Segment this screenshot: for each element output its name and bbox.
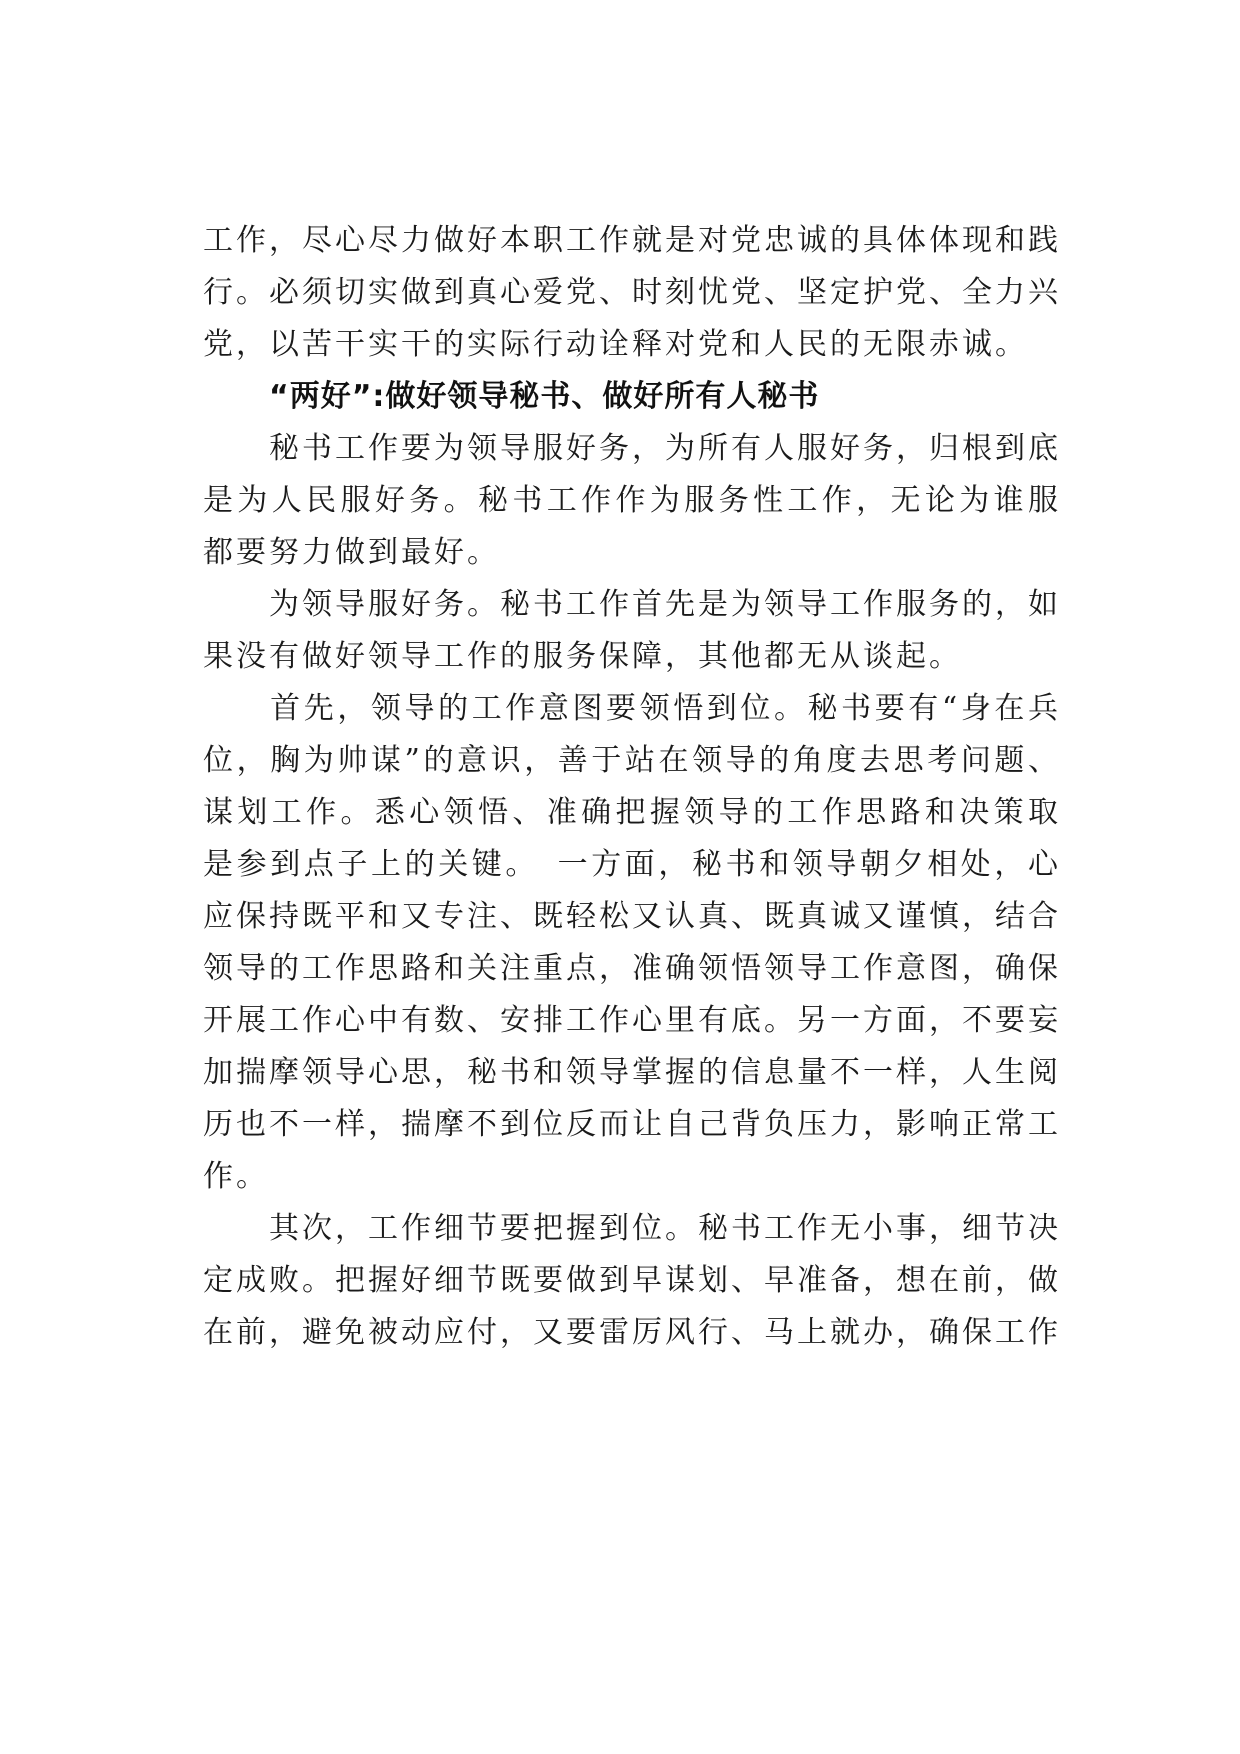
text-line: 秘书工作要为领导服好务，为所有人服好务，归根到底 <box>203 431 1061 466</box>
text-line: 历也不一样，揣摩不到位反而让自己背负压力，影响正常工 <box>203 1107 1061 1142</box>
text-line: 都要努力做到最好。 <box>203 535 500 570</box>
text-line: 为领导服好务。秘书工作首先是为领导工作服务的，如 <box>203 587 1061 622</box>
document-body <box>203 222 1061 1366</box>
text-line: 应保持既平和又专注、既轻松又认真、既真诚又谨慎，结合 <box>203 899 1061 934</box>
text-line: 其次，工作细节要把握到位。秘书工作无小事，细节决 <box>203 1211 1061 1246</box>
text-line: 加揣摩领导心思，秘书和领导掌握的信息量不一样，人生阅 <box>203 1055 1061 1090</box>
text-line: 开展工作心中有数、安排工作心里有底。另一方面，不要妄 <box>203 1003 1061 1038</box>
text-line: 行。必须切实做到真心爱党、时刻忧党、坚定护党、全力兴 <box>203 275 1061 310</box>
text-line: 是为人民服好务。秘书工作作为服务性工作，无论为谁服 <box>203 483 1061 518</box>
paragraph-party-loyalty <box>203 222 1061 364</box>
paragraph-serve-well <box>203 430 1061 572</box>
text-line: 工作，尽心尽力做好本职工作就是对党忠诚的具体体现和践 <box>203 223 1061 258</box>
text-line: 位，胸为帅谋”的意识，善于站在领导的角度去思考问题、 <box>203 743 1061 778</box>
text-line: 领导的工作思路和关注重点，准确领悟领导工作意图，确保 <box>203 951 1061 986</box>
section-heading: “两好”:做好领导秘书、做好所有人秘书 <box>269 379 820 414</box>
text-line: 首先，领导的工作意图要领悟到位。秘书要有“身在兵 <box>203 691 1061 726</box>
text-line: 定成败。把握好细节既要做到早谋划、早准备，想在前，做 <box>203 1263 1061 1298</box>
text-line: 作。 <box>203 1159 269 1194</box>
text-line: 是参到点子上的关键。 一方面，秘书和领导朝夕相处，心 <box>203 847 1061 882</box>
text-line: 在前，避免被动应付，又要雷厉风行、马上就办，确保工作 <box>203 1315 1061 1350</box>
paragraph-serve-leaders <box>203 586 1061 676</box>
paragraph-understand-intent <box>203 690 1061 1196</box>
text-line: 谋划工作。悉心领悟、准确把握领导的工作思路和决策取 <box>203 795 1061 830</box>
text-line: 果没有做好领导工作的服务保障，其他都无从谈起。 <box>203 639 962 674</box>
paragraph-grasp-details <box>203 1210 1061 1352</box>
text-line: 党，以苦干实干的实际行动诠释对党和人民的无限赤诚。 <box>203 327 1028 362</box>
